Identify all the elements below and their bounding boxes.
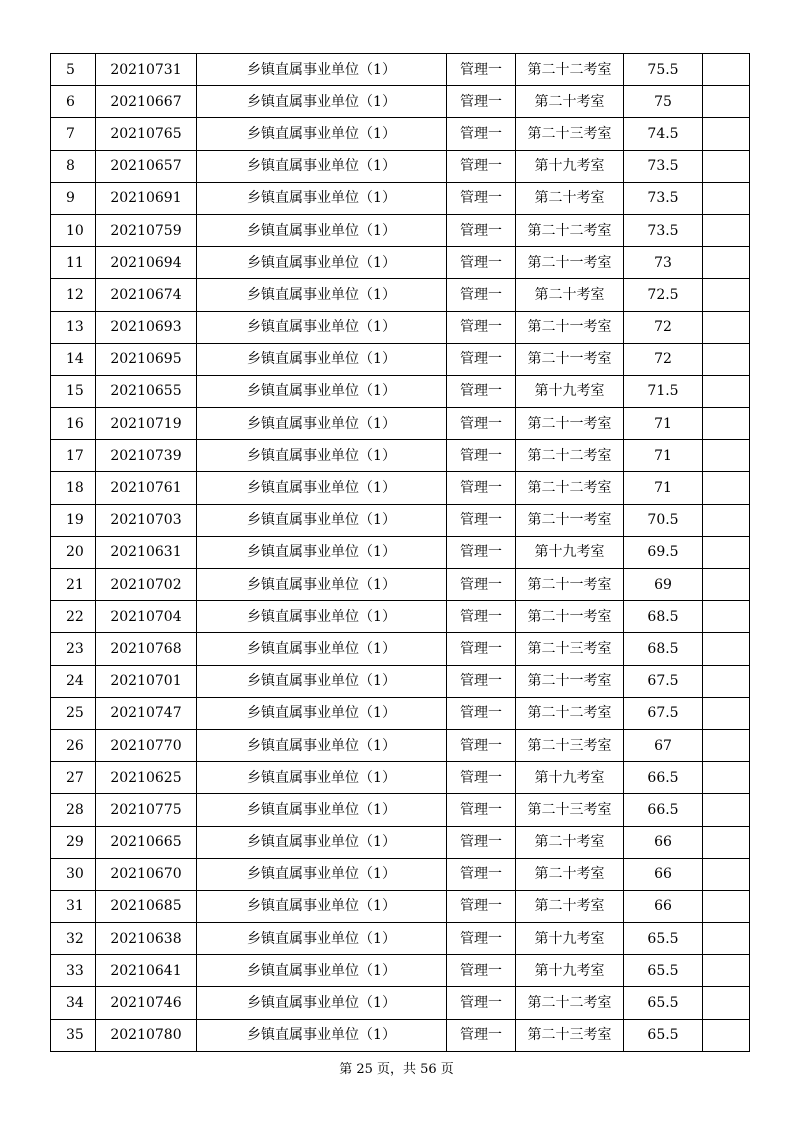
remark-cell (703, 1019, 750, 1051)
exam-room-cell: 第十九考室 (516, 923, 624, 955)
score-cell: 65.5 (624, 1019, 703, 1051)
row-number-cell: 25 (51, 697, 96, 729)
remark-cell (703, 504, 750, 536)
position-cell: 管理一 (447, 247, 516, 279)
exam-room-cell: 第二十考室 (516, 890, 624, 922)
table-row (51, 1019, 750, 1051)
remark-cell (703, 826, 750, 858)
score-cell: 70.5 (624, 504, 703, 536)
remark-cell (703, 601, 750, 633)
score-cell: 66 (624, 890, 703, 922)
remark-cell (703, 955, 750, 987)
unit-name-cell: 乡镇直属事业单位（1） (197, 440, 447, 472)
exam-id-cell: 20210746 (96, 987, 197, 1019)
unit-name-cell: 乡镇直属事业单位（1） (197, 762, 447, 794)
exam-room-cell: 第二十一考室 (516, 311, 624, 343)
exam-room-cell: 第二十一考室 (516, 504, 624, 536)
exam-id-cell: 20210761 (96, 472, 197, 504)
table-row (51, 343, 750, 375)
unit-name-cell: 乡镇直属事业单位（1） (197, 987, 447, 1019)
unit-name-cell: 乡镇直属事业单位（1） (197, 504, 447, 536)
remark-cell (703, 987, 750, 1019)
remark-cell (703, 633, 750, 665)
remark-cell (703, 118, 750, 150)
score-cell: 72 (624, 311, 703, 343)
exam-room-cell: 第十九考室 (516, 955, 624, 987)
row-number-cell: 15 (51, 375, 96, 407)
row-number-cell: 35 (51, 1019, 96, 1051)
row-number-cell: 13 (51, 311, 96, 343)
exam-id-cell: 20210657 (96, 150, 197, 182)
row-number-cell: 27 (51, 762, 96, 794)
exam-id-cell: 20210641 (96, 955, 197, 987)
row-number-cell: 20 (51, 536, 96, 568)
exam-id-cell: 20210631 (96, 536, 197, 568)
exam-room-cell: 第二十考室 (516, 86, 624, 118)
score-cell: 71.5 (624, 375, 703, 407)
position-cell: 管理一 (447, 697, 516, 729)
unit-name-cell: 乡镇直属事业单位（1） (197, 890, 447, 922)
position-cell: 管理一 (447, 987, 516, 1019)
unit-name-cell: 乡镇直属事业单位（1） (197, 472, 447, 504)
score-cell: 75 (624, 86, 703, 118)
position-cell: 管理一 (447, 536, 516, 568)
table-row (51, 729, 750, 761)
exam-id-cell: 20210719 (96, 408, 197, 440)
score-cell: 75.5 (624, 54, 703, 86)
unit-name-cell: 乡镇直属事业单位（1） (197, 214, 447, 246)
position-cell: 管理一 (447, 890, 516, 922)
position-cell: 管理一 (447, 279, 516, 311)
exam-room-cell: 第二十三考室 (516, 729, 624, 761)
unit-name-cell: 乡镇直属事业单位（1） (197, 858, 447, 890)
position-cell: 管理一 (447, 955, 516, 987)
exam-id-cell: 20210739 (96, 440, 197, 472)
remark-cell (703, 214, 750, 246)
table-row (51, 214, 750, 246)
position-cell: 管理一 (447, 214, 516, 246)
exam-room-cell: 第二十一考室 (516, 408, 624, 440)
unit-name-cell: 乡镇直属事业单位（1） (197, 1019, 447, 1051)
unit-name-cell: 乡镇直属事业单位（1） (197, 247, 447, 279)
score-cell: 65.5 (624, 987, 703, 1019)
table-row (51, 794, 750, 826)
exam-id-cell: 20210655 (96, 375, 197, 407)
position-cell: 管理一 (447, 794, 516, 826)
exam-room-cell: 第二十一考室 (516, 601, 624, 633)
row-number-cell: 18 (51, 472, 96, 504)
page-footer: 第 25 页，共 56 页 (339, 1062, 454, 1077)
score-cell: 71 (624, 408, 703, 440)
unit-name-cell: 乡镇直属事业单位（1） (197, 150, 447, 182)
exam-room-cell: 第二十二考室 (516, 697, 624, 729)
unit-name-cell: 乡镇直属事业单位（1） (197, 923, 447, 955)
position-cell: 管理一 (447, 182, 516, 214)
exam-id-cell: 20210770 (96, 729, 197, 761)
exam-room-cell: 第二十考室 (516, 826, 624, 858)
table-row (51, 247, 750, 279)
score-cell: 71 (624, 472, 703, 504)
score-cell: 69 (624, 569, 703, 601)
exam-id-cell: 20210670 (96, 858, 197, 890)
position-cell: 管理一 (447, 858, 516, 890)
score-cell: 69.5 (624, 536, 703, 568)
score-cell: 65.5 (624, 955, 703, 987)
row-number-cell: 31 (51, 890, 96, 922)
unit-name-cell: 乡镇直属事业单位（1） (197, 182, 447, 214)
exam-room-cell: 第十九考室 (516, 762, 624, 794)
row-number-cell: 8 (51, 150, 96, 182)
exam-id-cell: 20210685 (96, 890, 197, 922)
row-number-cell: 26 (51, 729, 96, 761)
score-cell: 68.5 (624, 601, 703, 633)
position-cell: 管理一 (447, 472, 516, 504)
table-row (51, 375, 750, 407)
score-table (50, 53, 750, 1052)
score-cell: 73 (624, 247, 703, 279)
exam-id-cell: 20210701 (96, 665, 197, 697)
table-row (51, 826, 750, 858)
table-row (51, 150, 750, 182)
exam-id-cell: 20210674 (96, 279, 197, 311)
unit-name-cell: 乡镇直属事业单位（1） (197, 665, 447, 697)
exam-id-cell: 20210765 (96, 118, 197, 150)
row-number-cell: 28 (51, 794, 96, 826)
score-cell: 72 (624, 343, 703, 375)
exam-room-cell: 第二十一考室 (516, 665, 624, 697)
position-cell: 管理一 (447, 665, 516, 697)
exam-id-cell: 20210667 (96, 86, 197, 118)
unit-name-cell: 乡镇直属事业单位（1） (197, 729, 447, 761)
exam-id-cell: 20210625 (96, 762, 197, 794)
unit-name-cell: 乡镇直属事业单位（1） (197, 408, 447, 440)
score-cell: 72.5 (624, 279, 703, 311)
position-cell: 管理一 (447, 118, 516, 150)
position-cell: 管理一 (447, 1019, 516, 1051)
exam-room-cell: 第二十考室 (516, 279, 624, 311)
score-cell: 74.5 (624, 118, 703, 150)
table-row (51, 633, 750, 665)
exam-id-cell: 20210704 (96, 601, 197, 633)
row-number-cell: 22 (51, 601, 96, 633)
score-cell: 73.5 (624, 214, 703, 246)
row-number-cell: 11 (51, 247, 96, 279)
exam-id-cell: 20210759 (96, 214, 197, 246)
remark-cell (703, 343, 750, 375)
exam-id-cell: 20210665 (96, 826, 197, 858)
exam-room-cell: 第二十考室 (516, 182, 624, 214)
remark-cell (703, 279, 750, 311)
table-row (51, 569, 750, 601)
unit-name-cell: 乡镇直属事业单位（1） (197, 826, 447, 858)
table-row (51, 54, 750, 86)
table-row (51, 536, 750, 568)
exam-id-cell: 20210703 (96, 504, 197, 536)
score-cell: 73.5 (624, 182, 703, 214)
score-cell: 67.5 (624, 665, 703, 697)
position-cell: 管理一 (447, 343, 516, 375)
row-number-cell: 12 (51, 279, 96, 311)
exam-room-cell: 第十九考室 (516, 375, 624, 407)
score-cell: 67 (624, 729, 703, 761)
remark-cell (703, 665, 750, 697)
remark-cell (703, 375, 750, 407)
position-cell: 管理一 (447, 375, 516, 407)
position-cell: 管理一 (447, 150, 516, 182)
exam-room-cell: 第二十二考室 (516, 214, 624, 246)
unit-name-cell: 乡镇直属事业单位（1） (197, 54, 447, 86)
position-cell: 管理一 (447, 569, 516, 601)
exam-room-cell: 第二十二考室 (516, 472, 624, 504)
remark-cell (703, 536, 750, 568)
table-row (51, 697, 750, 729)
remark-cell (703, 150, 750, 182)
exam-room-cell: 第二十考室 (516, 858, 624, 890)
unit-name-cell: 乡镇直属事业单位（1） (197, 375, 447, 407)
exam-id-cell: 20210693 (96, 311, 197, 343)
exam-room-cell: 第十九考室 (516, 150, 624, 182)
row-number-cell: 34 (51, 987, 96, 1019)
exam-id-cell: 20210702 (96, 569, 197, 601)
position-cell: 管理一 (447, 408, 516, 440)
row-number-cell: 7 (51, 118, 96, 150)
position-cell: 管理一 (447, 633, 516, 665)
unit-name-cell: 乡镇直属事业单位（1） (197, 279, 447, 311)
exam-id-cell: 20210731 (96, 54, 197, 86)
row-number-cell: 16 (51, 408, 96, 440)
table-row (51, 86, 750, 118)
exam-id-cell: 20210691 (96, 182, 197, 214)
table-row (51, 890, 750, 922)
remark-cell (703, 729, 750, 761)
table-row (51, 408, 750, 440)
row-number-cell: 19 (51, 504, 96, 536)
table-row (51, 311, 750, 343)
score-cell: 65.5 (624, 923, 703, 955)
score-cell: 73.5 (624, 150, 703, 182)
exam-room-cell: 第二十二考室 (516, 54, 624, 86)
table-row (51, 665, 750, 697)
row-number-cell: 23 (51, 633, 96, 665)
table-row (51, 858, 750, 890)
remark-cell (703, 408, 750, 440)
exam-id-cell: 20210747 (96, 697, 197, 729)
remark-cell (703, 762, 750, 794)
table-row (51, 118, 750, 150)
remark-cell (703, 890, 750, 922)
exam-id-cell: 20210775 (96, 794, 197, 826)
score-cell: 67.5 (624, 697, 703, 729)
position-cell: 管理一 (447, 86, 516, 118)
remark-cell (703, 247, 750, 279)
row-number-cell: 33 (51, 955, 96, 987)
unit-name-cell: 乡镇直属事业单位（1） (197, 536, 447, 568)
position-cell: 管理一 (447, 54, 516, 86)
score-cell: 66.5 (624, 762, 703, 794)
exam-room-cell: 第二十一考室 (516, 247, 624, 279)
row-number-cell: 6 (51, 86, 96, 118)
row-number-cell: 24 (51, 665, 96, 697)
exam-room-cell: 第二十三考室 (516, 118, 624, 150)
unit-name-cell: 乡镇直属事业单位（1） (197, 601, 447, 633)
row-number-cell: 32 (51, 923, 96, 955)
score-cell: 66.5 (624, 794, 703, 826)
score-cell: 66 (624, 826, 703, 858)
unit-name-cell: 乡镇直属事业单位（1） (197, 955, 447, 987)
remark-cell (703, 86, 750, 118)
position-cell: 管理一 (447, 601, 516, 633)
score-cell: 68.5 (624, 633, 703, 665)
position-cell: 管理一 (447, 762, 516, 794)
unit-name-cell: 乡镇直属事业单位（1） (197, 697, 447, 729)
exam-room-cell: 第二十三考室 (516, 1019, 624, 1051)
exam-room-cell: 第二十一考室 (516, 343, 624, 375)
row-number-cell: 21 (51, 569, 96, 601)
exam-id-cell: 20210780 (96, 1019, 197, 1051)
position-cell: 管理一 (447, 729, 516, 761)
position-cell: 管理一 (447, 504, 516, 536)
position-cell: 管理一 (447, 826, 516, 858)
table-row (51, 955, 750, 987)
row-number-cell: 9 (51, 182, 96, 214)
row-number-cell: 10 (51, 214, 96, 246)
exam-id-cell: 20210768 (96, 633, 197, 665)
remark-cell (703, 794, 750, 826)
remark-cell (703, 182, 750, 214)
exam-room-cell: 第二十三考室 (516, 633, 624, 665)
unit-name-cell: 乡镇直属事业单位（1） (197, 794, 447, 826)
unit-name-cell: 乡镇直属事业单位（1） (197, 311, 447, 343)
row-number-cell: 17 (51, 440, 96, 472)
table-row (51, 601, 750, 633)
exam-id-cell: 20210694 (96, 247, 197, 279)
remark-cell (703, 569, 750, 601)
unit-name-cell: 乡镇直属事业单位（1） (197, 569, 447, 601)
unit-name-cell: 乡镇直属事业单位（1） (197, 118, 447, 150)
table-body (51, 54, 750, 1052)
position-cell: 管理一 (447, 311, 516, 343)
row-number-cell: 5 (51, 54, 96, 86)
exam-id-cell: 20210695 (96, 343, 197, 375)
exam-id-cell: 20210638 (96, 923, 197, 955)
table-row (51, 182, 750, 214)
remark-cell (703, 923, 750, 955)
remark-cell (703, 472, 750, 504)
row-number-cell: 14 (51, 343, 96, 375)
table-row (51, 279, 750, 311)
unit-name-cell: 乡镇直属事业单位（1） (197, 343, 447, 375)
remark-cell (703, 858, 750, 890)
remark-cell (703, 697, 750, 729)
score-cell: 66 (624, 858, 703, 890)
unit-name-cell: 乡镇直属事业单位（1） (197, 86, 447, 118)
row-number-cell: 29 (51, 826, 96, 858)
unit-name-cell: 乡镇直属事业单位（1） (197, 633, 447, 665)
exam-room-cell: 第二十一考室 (516, 569, 624, 601)
position-cell: 管理一 (447, 440, 516, 472)
table-row (51, 472, 750, 504)
remark-cell (703, 440, 750, 472)
exam-room-cell: 第二十三考室 (516, 794, 624, 826)
exam-room-cell: 第十九考室 (516, 536, 624, 568)
table-row (51, 504, 750, 536)
row-number-cell: 30 (51, 858, 96, 890)
position-cell: 管理一 (447, 923, 516, 955)
remark-cell (703, 54, 750, 86)
table-row (51, 987, 750, 1019)
remark-cell (703, 311, 750, 343)
table-row (51, 923, 750, 955)
score-cell: 71 (624, 440, 703, 472)
exam-room-cell: 第二十二考室 (516, 440, 624, 472)
exam-room-cell: 第二十二考室 (516, 987, 624, 1019)
table-row (51, 762, 750, 794)
table-row (51, 440, 750, 472)
